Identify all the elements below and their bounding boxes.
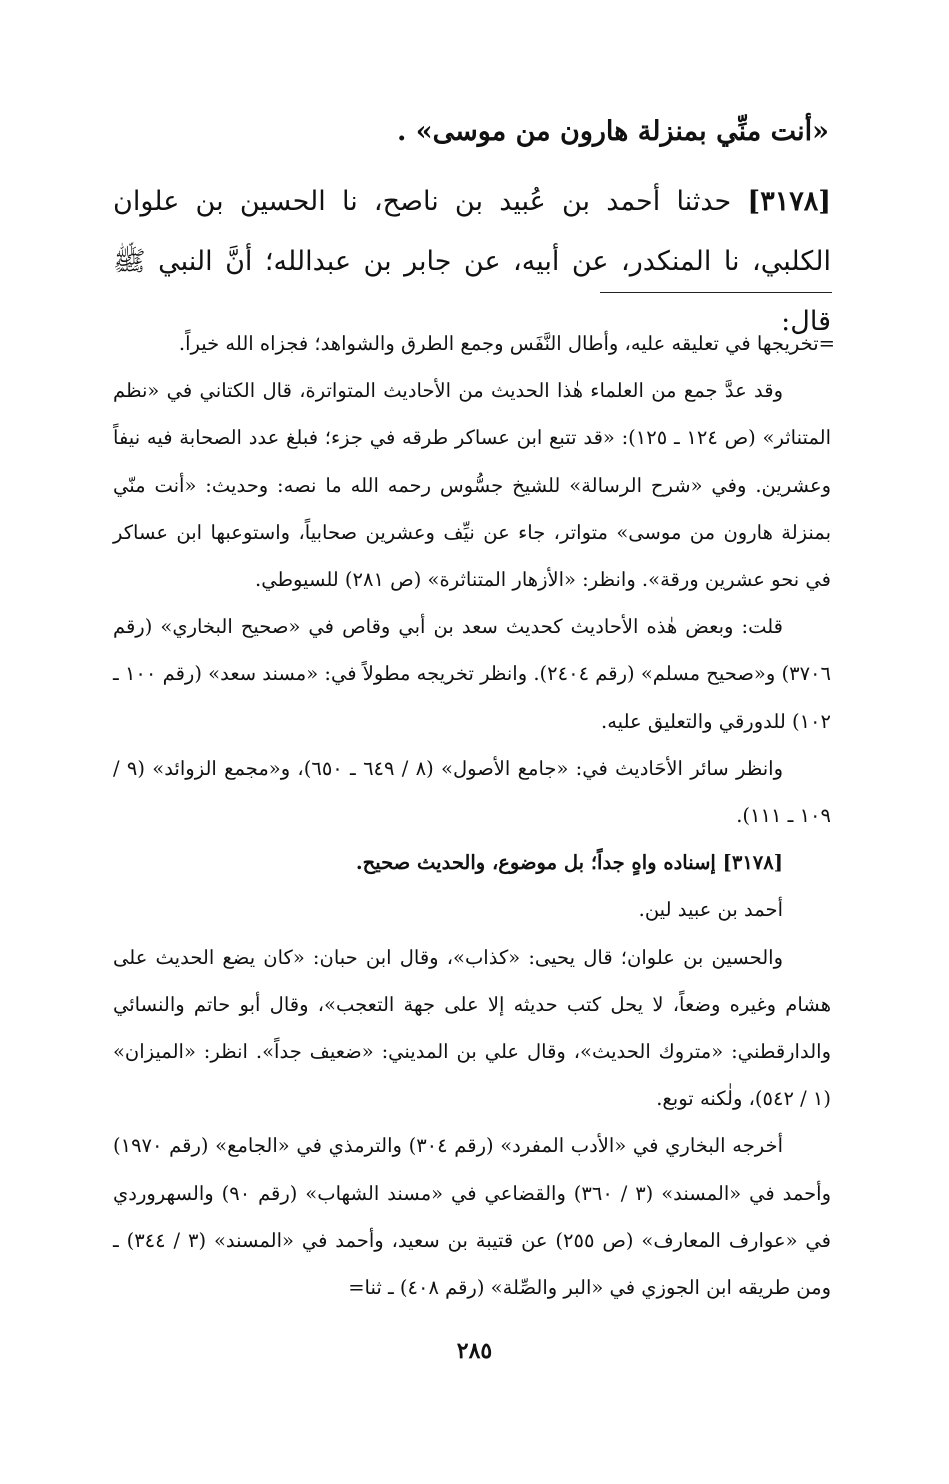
footnote-narrator-husayn: والحسين بن علوان؛ قال يحيى: «كذاب»، وقال ابن حبان: «كان يضع الحديث على هشام وغيره وضعاً، لا يحل كتب حديثه إلا على جهة التعجب»، وقال أبو حاتم والنسائي والدارقطني: «متروك الحديث»، وقال علي بن المديني: «ضعيف جداً». انظر: «الميزان» (١ / ٥٤٢)، ولٰكنه توبع. [113,945,831,1111]
footnote-paragraph-mutawatir: وقد عدَّ جمع من العلماء هٰذا الحديث من الأحاديث المتواترة، قال الكتاني في «نظم المتناثر» (ص ١٢٤ ـ ١٢٥): «قد تتبع ابن عساكر طرقه في جزء؛ فبلغ عدد الصحابة فيه نيفاً وعشرين. وفي «شرح الرسالة» للشيخ جسُّوس رحمه الله ما نصه: وحديث: «أنت منّي بمنزلة هارون من موسى» متواتر، جاء عن نيِّف وعشرين صحابياً، واستوعبها ابن عساكر في نحو عشرين ورقة». وانظر: «الأزهار المتناثرة» (ص ٢٨١) للسيوطي. [113,379,831,592]
previous-hadith-ending: «أنت منِّي بمنزلة هارون من موسى» . [397,116,829,147]
footnote-narrator-ahmad: أحمد بن عبيد لين. [638,898,783,922]
footnote-hadith-grade: [٣١٧٨] إسناده واهٍ جداً؛ بل موضوع، والحديث صحيح. [355,851,783,875]
hadith-number: [٣١٧٨] [747,186,831,217]
page-number: ٢٨٥ [456,1338,493,1364]
footnotes-section [113,320,835,1311]
hadith-chain: حدثنا أحمد بن عُبيد بن ناصح، نا الحسين بن علوان الكلبي، نا المنكدر، عن أبيه، عن جابر بن عبدالله؛ أنَّ النبي ﷺ قال: [113,186,831,337]
footnote-paragraph-other-hadiths: وانظر سائر الأحَاديث في: «جامع الأصول» (٨ / ٦٤٩ ـ ٦٥٠)، و«مجمع الزوائد» (٩ / ١٠٩ ـ ١١١). [113,756,831,828]
footnote-divider [600,292,832,293]
footnote-paragraph-sad: قلت: وبعض هٰذه الأحاديث كحديث سعد بن أبي وقاص في «صحيح البخاري» (رقم ٣٧٠٦) و«صحيح مسلم» (رقم ٢٤٠٤). وانظر تخريجه مطولاً في: «مسند سعد» (رقم ١٠٠ ـ ١٠٢) للدورقي والتعليق عليه. [113,615,831,733]
footnote-takhrij: أخرجه البخاري في «الأدب المفرد» (رقم ٣٠٤) والترمذي في «الجامع» (رقم ١٩٧٠) وأحمد في «المسند» (٣ / ٣٦٠) والقضاعي في «مسند الشهاب» (رقم ٩٠) والسهروردي في «عوارف المعارف» (ص ٢٥٥) عن قتيبة بن سعيد، وأحمد في «المسند» (٣ / ٣٤٤) ـ ومن طريقه ابن الجوزي في «البر والصِّلة» (رقم ٤٠٨) ـ ثنا= [113,1134,831,1300]
footnote-continuation: =تخريجها في تعليقه عليه، وأطال النَّفَس وجمع الطرق والشواهد؛ فجزاه الله خيراً. [178,332,835,355]
